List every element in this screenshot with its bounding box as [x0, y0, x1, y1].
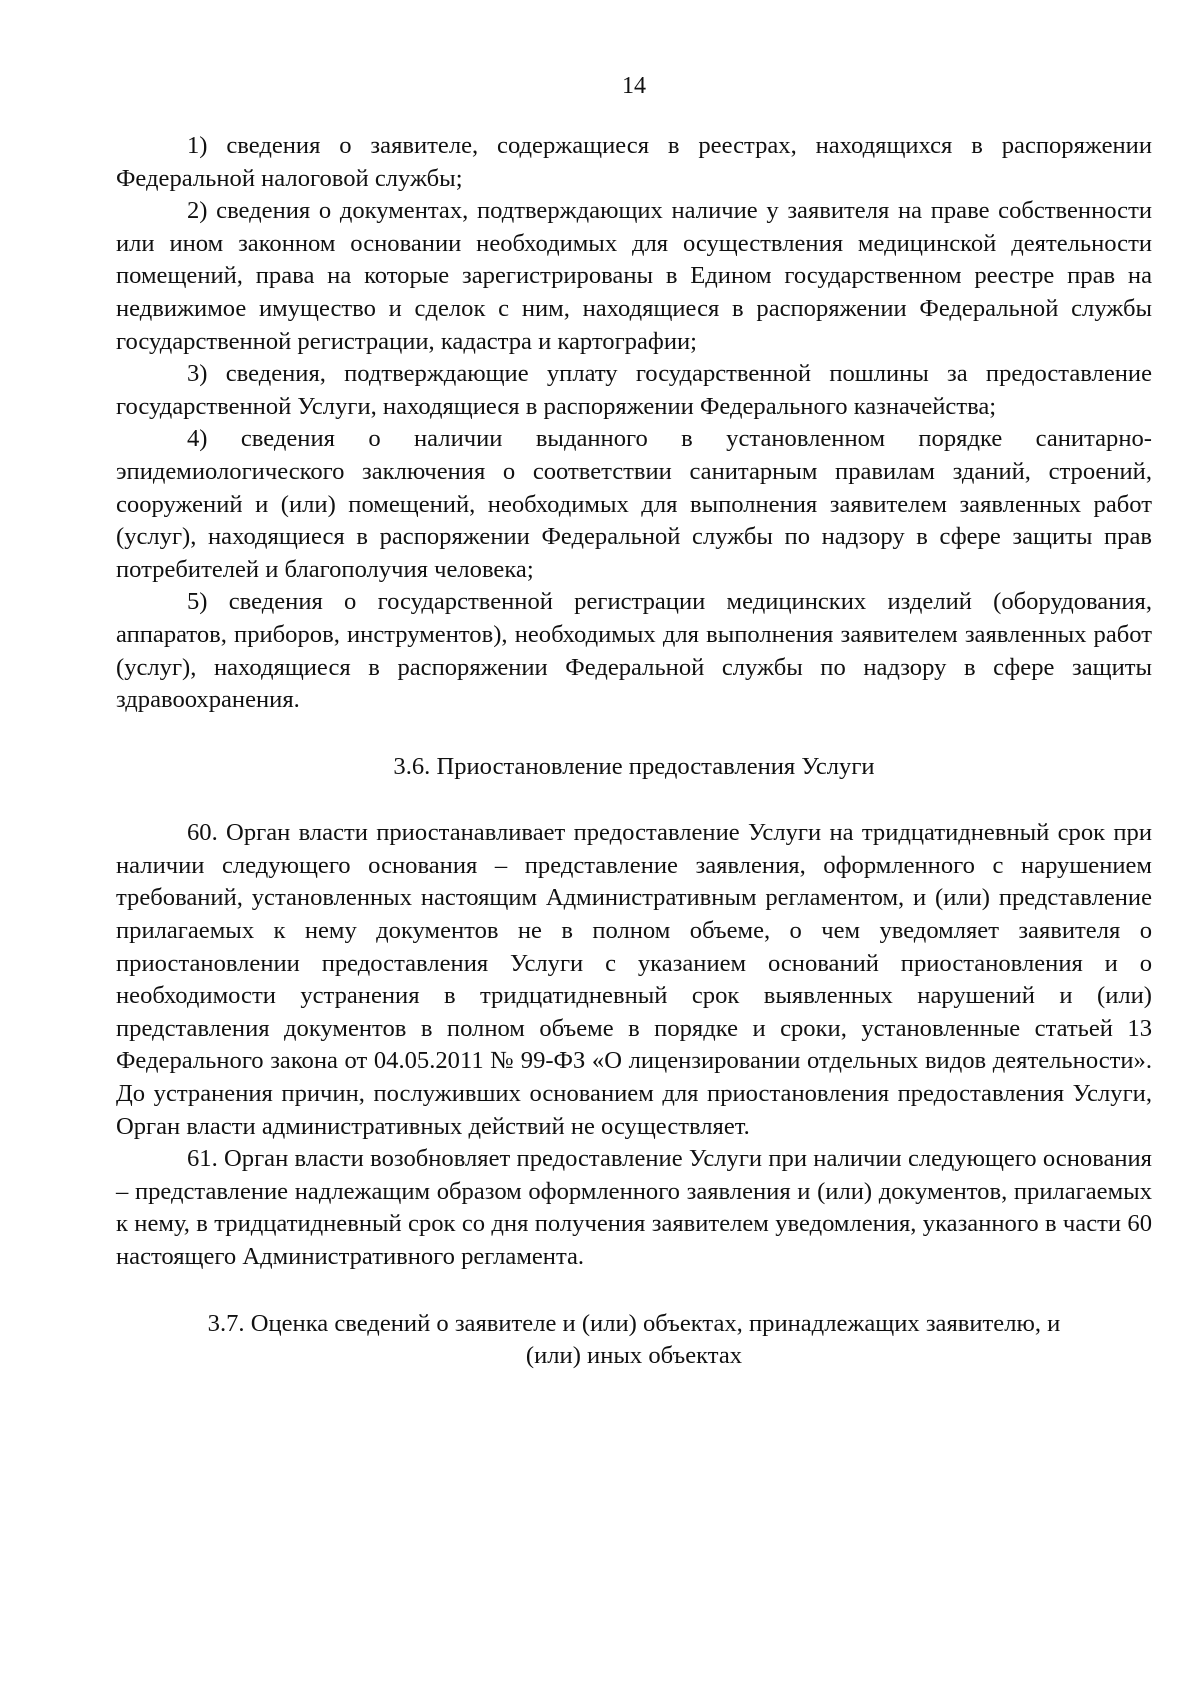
section-heading-3-7 [116, 1308, 1152, 1373]
paragraph-61: 61. Орган власти возобновляет предоставление Услуги при наличии следующего основания – представление надлежащим образом оформленного заявления и (или) документов, прилагаемых к нему, в тридцатидневный срок со дня получения заявителем уведомления, указанного в части 60 настоящего Административного регламента. [116, 1145, 1152, 1270]
list-item: 3) сведения, подтверждающие уплату государственной пошлины за предоставление государственной Услуги, находящиеся в распоряжении Федерального казначейства; [116, 360, 1152, 420]
section-heading-3-7-line1: 3.7. Оценка сведений о заявителе и (или) объектах, принадлежащих заявителю, и [207, 1309, 1061, 1337]
page-number: 14 [622, 73, 646, 99]
list-item: 2) сведения о документах, подтверждающих наличие у заявителя на праве собственности или ином законном основании необходимых для осуществления медицинской деятельности помещений, права на которые зарегистрированы в Едином государственном реестре прав на недвижимое имущество и сделок с ним, находящиеся в распоряжении Федеральной службы государственной регистрации, кадастра и картографии; [116, 197, 1152, 355]
list-item: 4) сведения о наличии выданного в установленном порядке санитарно-эпидемиологического заключения о соответствии санитарным правилам зданий, строений, сооружений и (или) помещений, необходимых для выполнения заявителем заявленных работ (услуг), находящиеся в распоряжении Федеральной службы по надзору в сфере защиты прав потребителей и благополучия человека; [116, 425, 1152, 583]
paragraph-60: 60. Орган власти приостанавливает предоставление Услуги на тридцатидневный срок при наличии следующего основания – представление заявления, оформленного с нарушением требований, установленных настоящим Административным регламентом, и (или) представление прилагаемых к нему документов не в полном объеме, о чем уведомляет заявителя о приостановлении предоставления Услуги с указанием оснований приостановления и о необходимости устранения в тридцатидневный срок выявленных нарушений и (или) представления документов в полном объеме в порядке и сроки, установленные статьей 13 Федерального закона от 04.05.2011 № 99-ФЗ «О лицензировании отдельных видов деятельности». До устранения причин, послуживших основанием для приостановления предоставления Услуги, Орган власти административных действий не осуществляет. [116, 819, 1152, 1140]
list-item: 1) сведения о заявителе, содержащиеся в реестрах, находящихся в распоряжении Федеральной налоговой службы; [116, 132, 1152, 192]
section-heading-3-6: 3.6. Приостановление предоставления Услуги [393, 752, 875, 780]
list-item: 5) сведения о государственной регистрации медицинских изделий (оборудования, аппаратов, приборов, инструментов), необходимых для выполнения заявителем заявленных работ (услуг), находящиеся в распоряжении Федеральной службы по надзору в сфере защиты здравоохранения. [116, 588, 1152, 714]
document-content [116, 130, 1152, 1373]
section-heading-3-7-line2: (или) иных объектах [525, 1342, 743, 1370]
